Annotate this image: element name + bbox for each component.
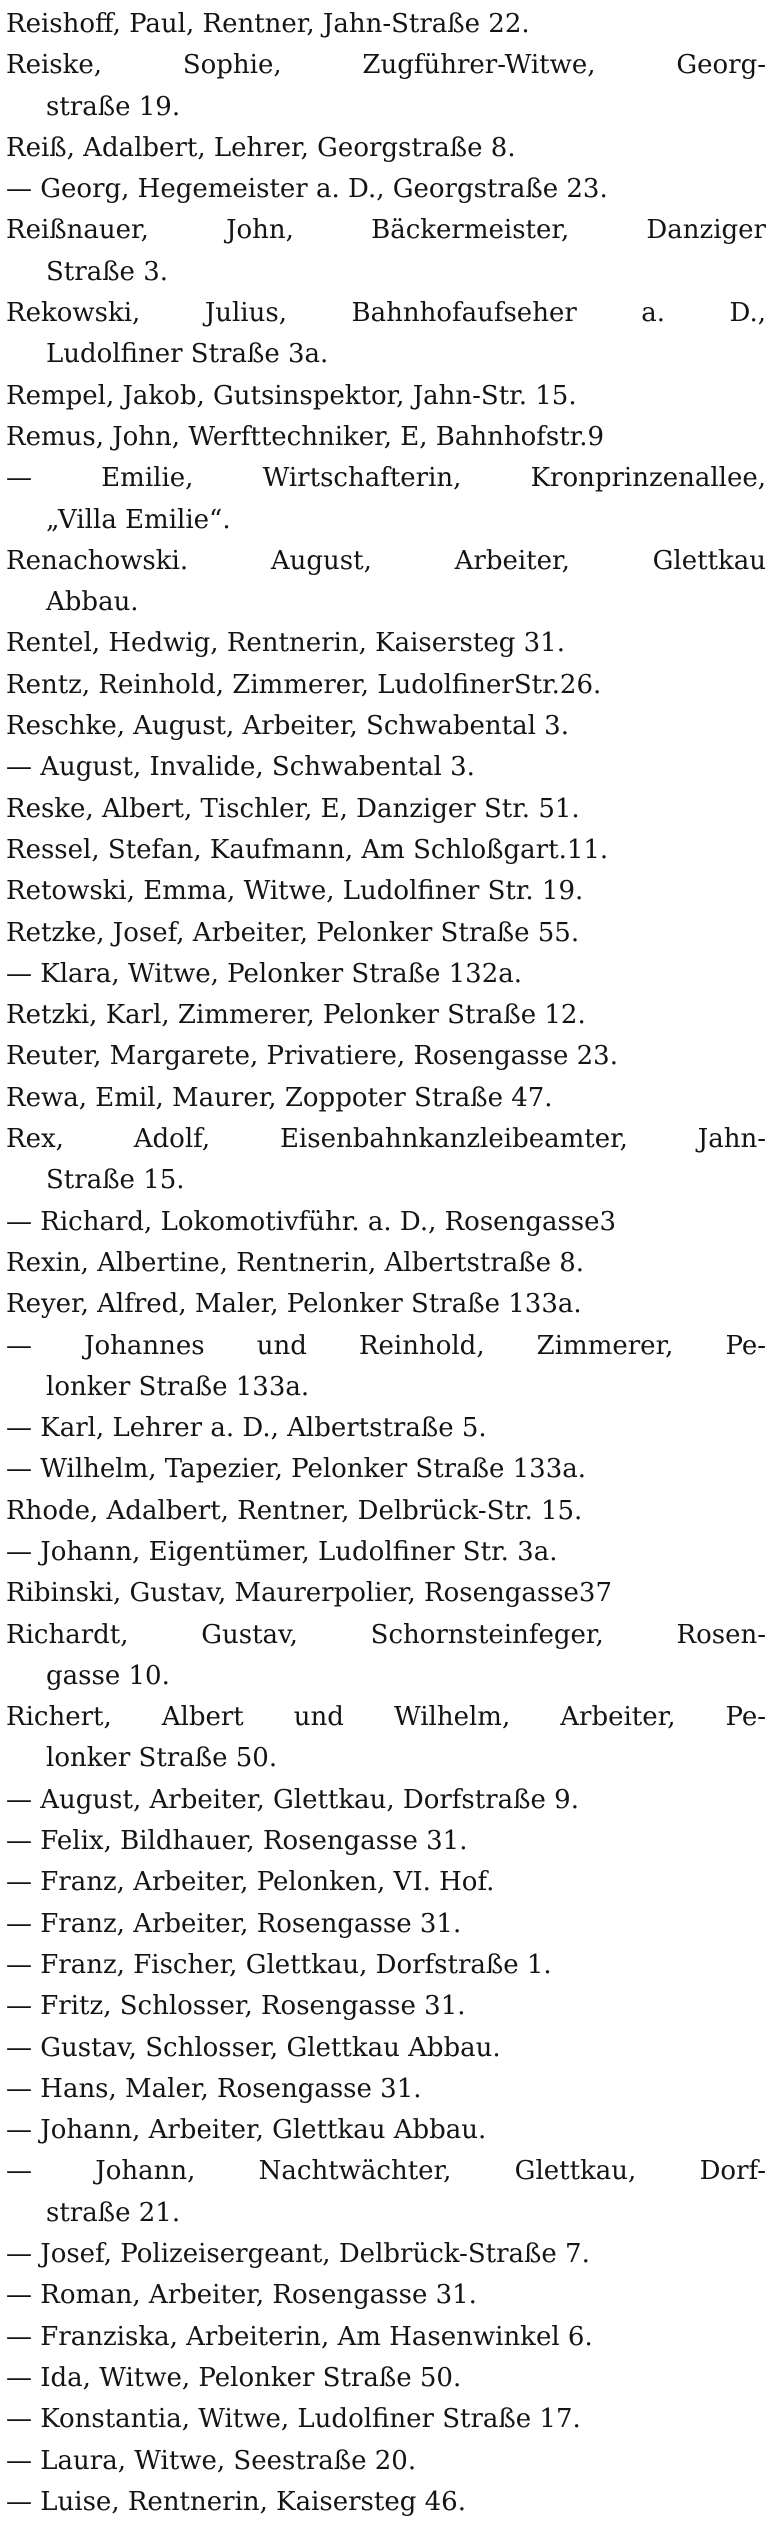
directory-entry bbox=[6, 1780, 766, 1821]
directory-entry bbox=[6, 1119, 766, 1202]
directory-entry bbox=[6, 376, 766, 417]
entry-line: — Johann, Nachtwächter, Glettkau, Dorf- bbox=[6, 2156, 766, 2187]
directory-entry bbox=[6, 706, 766, 747]
entry-line: — Wilhelm, Tapezier, Pelonker Straße 133a. bbox=[6, 1454, 587, 1485]
directory-entry bbox=[6, 665, 766, 706]
entry-line: — Konstantia, Witwe, Ludolfiner Straße 17. bbox=[6, 2404, 581, 2435]
directory-entry bbox=[6, 2441, 766, 2482]
directory-entry bbox=[6, 830, 766, 871]
entry-line: — Richard, Lokomotivführ. a. D., Rosengasse3 bbox=[6, 1206, 617, 1237]
directory-entry bbox=[6, 293, 766, 376]
entry-line: Retzki, Karl, Zimmerer, Pelonker Straße 12. bbox=[6, 1000, 586, 1031]
directory-entry bbox=[6, 2275, 766, 2316]
entry-continuation-line: Abbau. bbox=[46, 587, 139, 618]
entry-line: — Johannes und Reinhold, Zimmerer, Pe- bbox=[6, 1330, 766, 1361]
entry-line: Reschke, August, Arbeiter, Schwabental 3. bbox=[6, 711, 569, 742]
directory-entry bbox=[6, 1491, 766, 1532]
entry-line: — Franz, Arbeiter, Pelonken, VI. Hof. bbox=[6, 1867, 495, 1898]
entry-continuation-line: Ludolfiner Straße 3a. bbox=[46, 339, 329, 370]
directory-entry bbox=[6, 1243, 766, 1284]
entry-continuation-line: straße 21. bbox=[46, 2197, 181, 2228]
directory-entry bbox=[6, 2358, 766, 2399]
entry-line: — Felix, Bildhauer, Rosengasse 31. bbox=[6, 1826, 468, 1857]
directory-entry bbox=[6, 210, 766, 293]
directory-entry bbox=[6, 169, 766, 210]
entry-line: Ressel, Stefan, Kaufmann, Am Schloßgart.11. bbox=[6, 834, 609, 865]
directory-entry bbox=[6, 995, 766, 1036]
entry-line: — Franz, Arbeiter, Rosengasse 31. bbox=[6, 1908, 462, 1939]
entry-line: — Luise, Rentnerin, Kaisersteg 46. bbox=[6, 2486, 466, 2517]
entry-line: Rempel, Jakob, Gutsinspektor, Jahn-Str. 15. bbox=[6, 380, 577, 411]
directory-entry bbox=[6, 1078, 766, 1119]
entry-line: — Georg, Hegemeister a. D., Georgstraße 23. bbox=[6, 174, 608, 205]
entry-line: Rentel, Hedwig, Rentnerin, Kaisersteg 31. bbox=[6, 628, 565, 659]
directory-entry bbox=[6, 623, 766, 664]
directory-entry bbox=[6, 1986, 766, 2027]
directory-entry bbox=[6, 1202, 766, 1243]
entry-line: — Laura, Witwe, Seestraße 20. bbox=[6, 2445, 417, 2476]
entry-continuation-line: Straße 15. bbox=[46, 1165, 185, 1196]
entry-continuation-line: lonker Straße 133a. bbox=[46, 1371, 310, 1402]
entry-continuation-line: lonker Straße 50. bbox=[46, 1743, 278, 1774]
directory-entry bbox=[6, 1408, 766, 1449]
directory-entry bbox=[6, 2110, 766, 2151]
entry-line: Reiske, Sophie, Zugführer-Witwe, Georg- bbox=[6, 50, 766, 81]
directory-entry bbox=[6, 1036, 766, 1077]
directory-entry bbox=[6, 1862, 766, 1903]
entry-line: — August, Invalide, Schwabental 3. bbox=[6, 752, 475, 783]
directory-entry bbox=[6, 913, 766, 954]
directory-entry bbox=[6, 747, 766, 788]
entry-line: Richert, Albert und Wilhelm, Arbeiter, Pe- bbox=[6, 1702, 766, 1733]
entry-line: Ribinski, Gustav, Maurerpolier, Rosengasse37 bbox=[6, 1578, 613, 1609]
directory-entry bbox=[6, 789, 766, 830]
entry-line: Rexin, Albertine, Rentnerin, Albertstraße 8. bbox=[6, 1247, 585, 1278]
directory-entry bbox=[6, 4, 766, 45]
entry-line: Reyer, Alfred, Maler, Pelonker Straße 133a. bbox=[6, 1289, 582, 1320]
entry-line: — Josef, Polizeisergeant, Delbrück-Straße 7. bbox=[6, 2239, 590, 2270]
directory-entry bbox=[6, 2482, 766, 2523]
entry-line: — Gustav, Schlosser, Glettkau Abbau. bbox=[6, 2032, 501, 2063]
entry-line: Rentz, Reinhold, Zimmerer, LudolfinerStr.26. bbox=[6, 669, 602, 700]
directory-entry bbox=[6, 458, 766, 541]
directory-entry bbox=[6, 2151, 766, 2234]
directory-entry bbox=[6, 1904, 766, 1945]
entry-line: Remus, John, Werfttechniker, E, Bahnhofstr.9 bbox=[6, 421, 605, 452]
directory-entry bbox=[6, 2234, 766, 2275]
entry-line: Retzke, Josef, Arbeiter, Pelonker Straße 55. bbox=[6, 917, 580, 948]
entry-line: — Roman, Arbeiter, Rosengasse 31. bbox=[6, 2280, 477, 2311]
entry-line: Reishoff, Paul, Rentner, Jahn-Straße 22. bbox=[6, 9, 530, 39]
entry-continuation-line: straße 19. bbox=[46, 91, 181, 122]
entry-line: — Emilie, Wirtschafterin, Kronprinzenallee, bbox=[6, 463, 766, 494]
directory-entry bbox=[6, 417, 766, 458]
directory-entry bbox=[6, 1284, 766, 1325]
directory-entry bbox=[6, 2399, 766, 2440]
directory-entry bbox=[6, 541, 766, 624]
directory-entry bbox=[6, 1326, 766, 1409]
entry-line: Rekowski, Julius, Bahnhofaufseher a. D., bbox=[6, 298, 766, 329]
directory-entry bbox=[6, 2317, 766, 2358]
entry-continuation-line: gasse 10. bbox=[46, 1660, 170, 1691]
entry-list bbox=[6, 4, 766, 2523]
directory-entry bbox=[6, 871, 766, 912]
entry-line: — Franziska, Arbeiterin, Am Hasenwinkel 6. bbox=[6, 2321, 593, 2352]
entry-line: — August, Arbeiter, Glettkau, Dorfstraße 9. bbox=[6, 1784, 579, 1815]
entry-line: Rewa, Emil, Maurer, Zoppoter Straße 47. bbox=[6, 1082, 553, 1113]
entry-line: — Franz, Fischer, Glettkau, Dorfstraße 1. bbox=[6, 1949, 552, 1980]
entry-line: — Karl, Lehrer a. D., Albertstraße 5. bbox=[6, 1413, 487, 1444]
directory-entry bbox=[6, 2028, 766, 2069]
entry-line: — Hans, Maler, Rosengasse 31. bbox=[6, 2073, 422, 2104]
entry-line: Rex, Adolf, Eisenbahnkanzleibeamter, Jahn- bbox=[6, 1124, 766, 1155]
entry-continuation-line: „Villa Emilie“. bbox=[46, 504, 231, 535]
entry-line: Richardt, Gustav, Schornsteinfeger, Rosen- bbox=[6, 1619, 766, 1650]
entry-line: — Johann, Eigentümer, Ludolfiner Str. 3a. bbox=[6, 1536, 558, 1567]
entry-continuation-line: Straße 3. bbox=[46, 256, 169, 287]
entry-line: Reske, Albert, Tischler, E, Danziger Str. 51. bbox=[6, 793, 580, 824]
entry-line: Rhode, Adalbert, Rentner, Delbrück-Str. 15. bbox=[6, 1495, 583, 1526]
directory-entry bbox=[6, 954, 766, 995]
directory-entry bbox=[6, 1821, 766, 1862]
entry-line: Reuter, Margarete, Privatiere, Rosengasse 23. bbox=[6, 1041, 618, 1072]
directory-entry bbox=[6, 1449, 766, 1490]
entry-line: Reiß, Adalbert, Lehrer, Georgstraße 8. bbox=[6, 132, 516, 163]
directory-entry bbox=[6, 1697, 766, 1780]
directory-entry bbox=[6, 1532, 766, 1573]
entry-line: Reißnauer, John, Bäckermeister, Danziger bbox=[6, 215, 766, 246]
directory-entry bbox=[6, 1945, 766, 1986]
entry-line: Retowski, Emma, Witwe, Ludolfiner Str. 19. bbox=[6, 876, 584, 907]
directory-entry bbox=[6, 1573, 766, 1614]
entry-line: — Ida, Witwe, Pelonker Straße 50. bbox=[6, 2362, 462, 2393]
directory-entry bbox=[6, 128, 766, 169]
entry-line: Renachowski. August, Arbeiter, Glettkau bbox=[6, 545, 766, 576]
entry-line: — Fritz, Schlosser, Rosengasse 31. bbox=[6, 1991, 466, 2022]
directory-entry bbox=[6, 1615, 766, 1698]
directory-entry bbox=[6, 45, 766, 128]
entry-line: — Klara, Witwe, Pelonker Straße 132a. bbox=[6, 958, 523, 989]
directory-entry bbox=[6, 2069, 766, 2110]
entry-line: — Johann, Arbeiter, Glettkau Abbau. bbox=[6, 2115, 487, 2146]
